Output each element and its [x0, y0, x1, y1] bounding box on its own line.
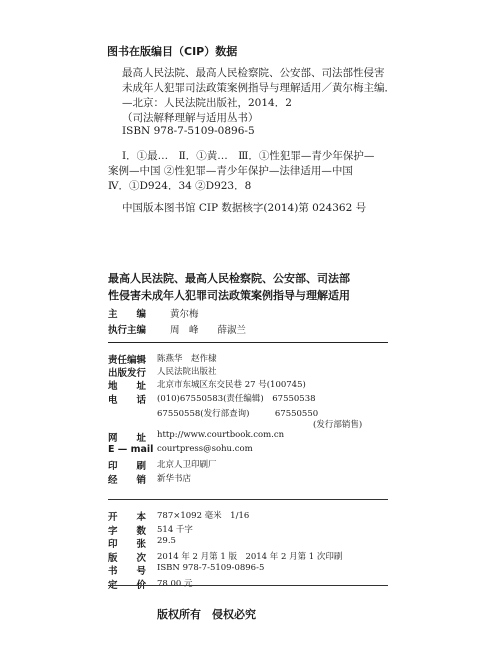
- cip-line: 未成年人犯罪司法政策案例指导与理解适用／黄尔梅主编．: [122, 82, 395, 94]
- field-value: 514 千字: [157, 524, 193, 535]
- cip-classification: Ⅳ．①D924．34 ②D923．8: [108, 180, 252, 192]
- field-label: 版 次: [108, 552, 147, 564]
- exec-editor-label: 执行主编: [108, 325, 147, 336]
- cip-core-number: 中国版本图书馆 CIP 数据核字(2014)第 024362 号: [122, 202, 367, 214]
- exec-editor-names: 周 峰 薛淑兰: [170, 325, 247, 336]
- cip-classification: Ⅰ．①最… Ⅱ．①黄… Ⅲ．①性犯罪—青少年保护—: [122, 150, 375, 162]
- field-value: 29.5: [157, 536, 176, 546]
- field-label: 字 数: [108, 525, 147, 537]
- cip-line: —北京：人民法院出版社，2014．2: [122, 97, 292, 109]
- cip-series: （司法解释理解与适用丛书）: [122, 112, 259, 124]
- field-label: E — mail: [108, 444, 154, 455]
- field-value: 67550558(发行部查询) 67550550: [157, 409, 319, 419]
- field-value: 北京人卫印刷厂: [157, 460, 217, 470]
- field-label: 电 话: [108, 395, 147, 406]
- sales-note: (发行部销售): [313, 420, 363, 430]
- editor-name: 黄尔梅: [170, 309, 199, 320]
- field-label: 地 址: [108, 381, 147, 392]
- field-label: 出版发行: [108, 368, 147, 379]
- field-value: 新华书店: [157, 474, 192, 484]
- field-value: 北京市东城区东交民巷 27 号(100745): [157, 380, 306, 390]
- field-value: (010)67550583(责任编辑) 67550538: [157, 394, 316, 404]
- field-label: 开 本: [108, 512, 147, 523]
- cip-isbn: ISBN 978-7-5109-0896-5: [122, 125, 255, 137]
- cip-line: 最高人民法院、最高人民检察院、公安部、司法部性侵害: [122, 67, 385, 79]
- field-value: ISBN 978-7-5109-0896-5: [157, 563, 265, 573]
- field-value: http://www.courtbook.com.cn: [157, 430, 285, 440]
- field-label: 印 刷: [108, 461, 147, 472]
- divider: [108, 499, 388, 500]
- editor-label: 主 编: [108, 309, 147, 320]
- book-title: 最高人民法院、最高人民检察院、公安部、司法部: [108, 272, 350, 285]
- copyright-notice: 版权所有 侵权必究: [157, 608, 256, 621]
- field-value: 2014 年 2 月第 1 版 2014 年 2 月第 1 次印刷: [157, 551, 343, 562]
- field-value: courtpress@sohu.com: [157, 444, 253, 454]
- field-value: 人民法院出版社: [157, 367, 217, 377]
- cip-title: 图书在版编目（CIP）数据: [107, 45, 238, 58]
- divider: [108, 585, 388, 586]
- divider: [108, 342, 388, 343]
- field-label: 书 号: [108, 566, 147, 577]
- field-label: 责任编辑: [108, 355, 147, 366]
- field-value: 787×1092 毫米 1/16: [157, 511, 250, 521]
- field-label: 经 销: [108, 475, 147, 486]
- cip-classification: 案例—中国 ②性犯罪—青少年保护—法律适用—中国: [108, 165, 353, 177]
- field-label: 网 址: [108, 433, 147, 444]
- field-value: 陈燕华 赵作棣: [157, 354, 217, 364]
- book-title: 性侵害未成年人犯罪司法政策案例指导与理解适用: [108, 289, 350, 302]
- field-label: 印 张: [108, 539, 147, 550]
- field-value: 78.00 元: [157, 578, 193, 589]
- field-label: 定 价: [108, 579, 147, 591]
